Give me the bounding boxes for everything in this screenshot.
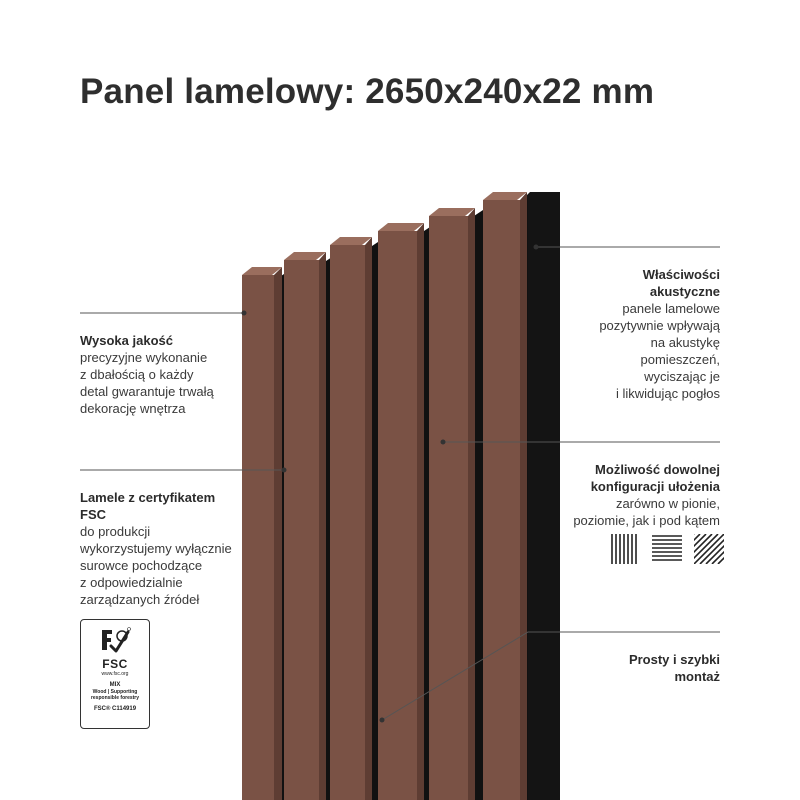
fsc-url: www.fsc.org — [101, 671, 129, 677]
feature-quality-heading: Wysoka jakość — [80, 333, 173, 348]
feature-acoustic-line: panele lamelowe — [622, 301, 720, 316]
feature-fsc-heading: Lamele z certyfikatem — [80, 490, 216, 505]
wood-slat — [284, 252, 326, 800]
feature-acoustic-heading: akustyczne — [649, 284, 720, 299]
horizontal-lines-icon — [652, 534, 682, 564]
feature-configuration-line: poziomie, jak i pod kątem — [573, 513, 720, 528]
page-title: Panel lamelowy: 2650x240x22 mm — [80, 72, 655, 111]
feature-quality-line: detal gwarantuje trwałą — [80, 384, 214, 399]
fsc-desc-line: responsible forestry — [90, 695, 140, 701]
feature-fsc-line: surowce pochodzące — [80, 558, 203, 573]
feature-acoustic-line: na akustykę — [650, 335, 720, 350]
feature-configuration-heading: konfiguracji ułożenia — [590, 479, 720, 494]
feature-quality-line: z dbałością o każdy — [80, 367, 194, 382]
layout-patterns — [610, 534, 724, 564]
feature-fsc-line: zarządzanych źródeł — [80, 592, 200, 607]
feature-configuration-line: zarówno w pionie, — [615, 496, 720, 511]
feature-acoustic-heading: Właściwości — [642, 267, 720, 282]
fsc-tree-check-icon — [81, 626, 149, 659]
feature-mounting-heading: montaż — [674, 669, 720, 684]
fsc-name: FSC — [102, 657, 128, 671]
feature-mounting — [629, 651, 720, 685]
wood-slat — [429, 208, 475, 800]
feature-quality-line: dekorację wnętrza — [80, 401, 186, 416]
feature-quality — [80, 332, 214, 417]
wood-slat — [330, 237, 372, 800]
fsc-desc-line: Wood | Supporting — [92, 689, 138, 695]
wood-slat — [242, 267, 282, 800]
feature-acoustic-line: pomieszczeń, — [640, 352, 720, 367]
diagonal-lines-icon — [694, 534, 724, 564]
feature-fsc-line: do produkcji — [80, 524, 151, 539]
feature-fsc-line: wykorzystujemy wyłącznie — [80, 541, 232, 556]
wood-slat — [378, 223, 424, 800]
wood-slat — [483, 192, 527, 800]
fsc-code: FSC® C114919 — [93, 706, 137, 712]
feature-fsc-heading: FSC — [80, 507, 106, 522]
feature-quality-line: precyzyjne wykonanie — [80, 350, 208, 365]
feature-acoustic-line: pozytywnie wpływają — [599, 318, 720, 333]
feature-mounting-heading: Prosty i szybki — [628, 652, 720, 667]
feature-configuration-heading: Możliwość dowolnej — [595, 462, 720, 477]
fsc-mix: MIX — [109, 682, 121, 688]
fsc-certificate-badge — [80, 619, 150, 729]
feature-fsc-line: z odpowiedzialnie — [80, 575, 183, 590]
feature-configuration — [573, 461, 720, 529]
fsc-desc — [81, 689, 149, 701]
feature-acoustic — [599, 266, 720, 402]
feature-fsc — [80, 489, 232, 608]
feature-acoustic-line: i likwidując pogłos — [615, 386, 720, 401]
vertical-lines-icon — [610, 534, 640, 564]
feature-acoustic-line: wyciszając je — [644, 369, 720, 384]
